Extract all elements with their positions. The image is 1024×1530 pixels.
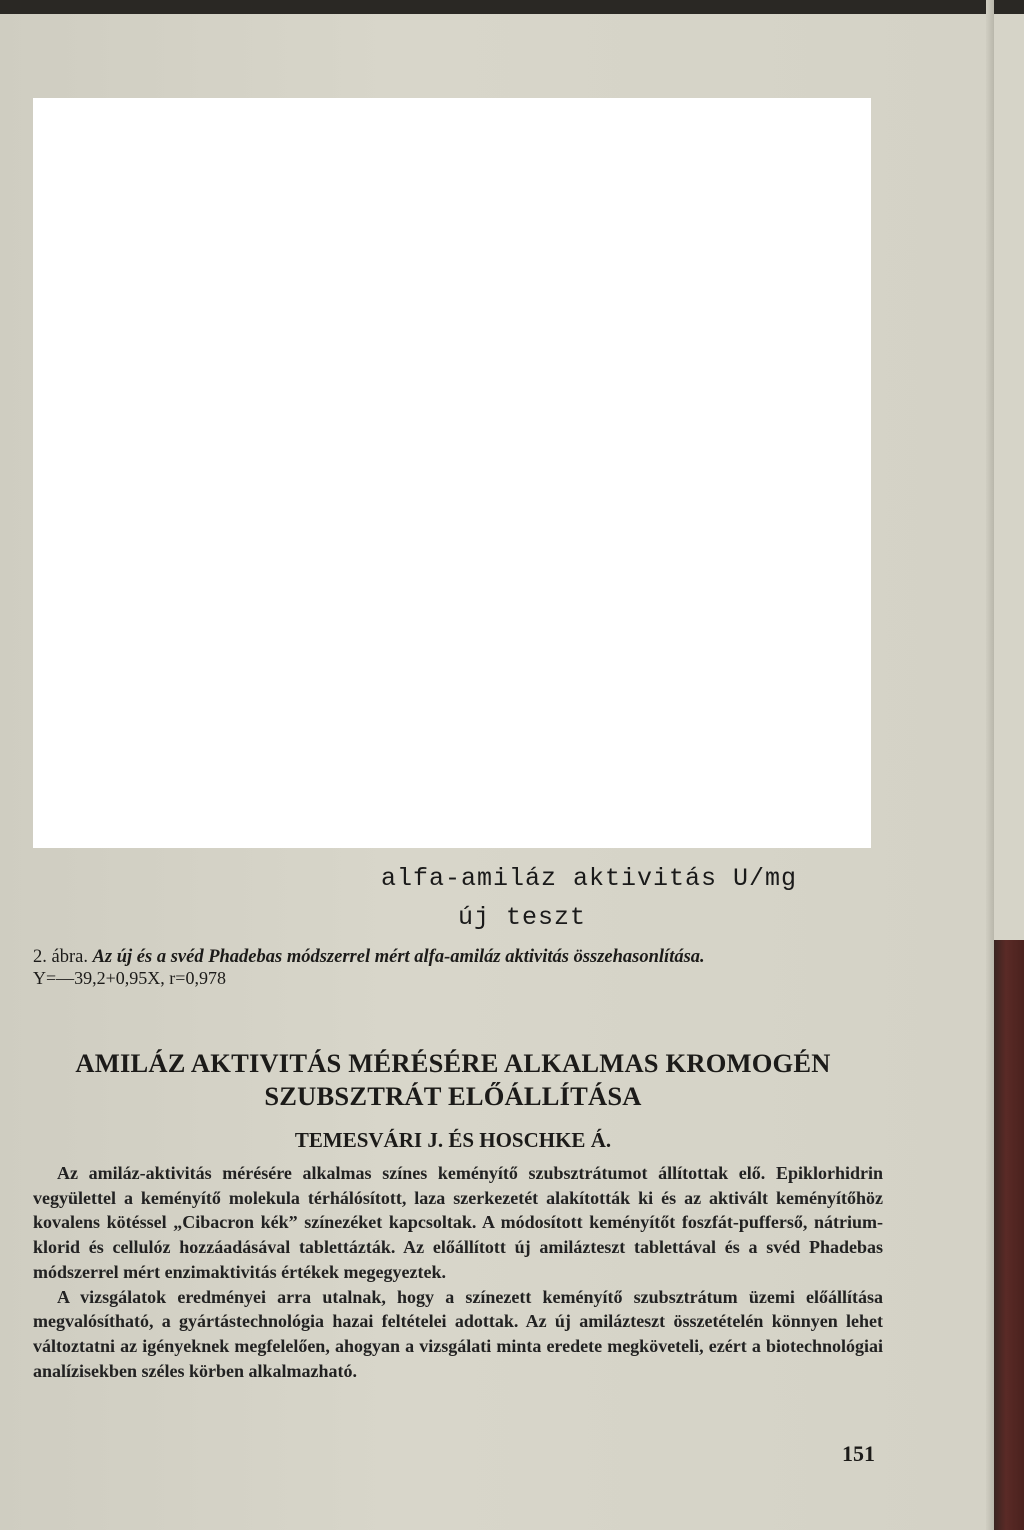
page-edge (986, 0, 994, 1530)
figure-caption (33, 944, 873, 970)
figure-caption-text: Az új és a svéd Phadebas módszerrel mért alfa-amiláz aktivitás összehasonlítása. (92, 947, 705, 967)
regression-equation: Y=—39,2+0,95X, r=0,978 (33, 968, 226, 988)
book-spine (994, 940, 1024, 1530)
abstract-paragraph-2: A vizsgálatok eredményei arra utalnak, hogy a színezett keményítő szubsztrátum üzemi előállítása megvalósítható, a gyártástechnológia hazai feltételei adottak. Az új amilázteszt összetételén könnyen lehet változtatni az igényeknek megfelelően, ahogyan a vizsgálati minta eredete megköveteli, ezért a biotechnológiai analízisekben széles körben alkalmazható. (33, 1286, 883, 1381)
figure-redacted-area (33, 98, 871, 848)
figure-x-axis-sublabel: új teszt (458, 903, 587, 932)
abstract-paragraph-1: Az amiláz-aktivitás mérésére alkalmas színes keményítő szubsztrátumot állítottak elő. Epiklorhidrin vegyülettel a keményítő molekula térhálósított, laza szerkezetét alakították ki és az aktivált keményítőhöz kovalens kötéssel „Cibacron kék” színezéket kapcsoltak. A módosított keményítőt foszfát-pufferső, nátrium-klorid és cellulóz hozzáadásával tablettázták. Az előállított új amilázteszt tablettával és a svéd Phadebas módszerrel mért enzimaktivitás értékek megegyeztek. (33, 1163, 883, 1282)
scan-top-border (0, 0, 1024, 14)
article-title-line-2: SZUBSZTRÁT ELŐÁLLÍTÁSA (264, 1081, 642, 1111)
article-title (33, 1047, 873, 1113)
figure-x-axis-label: alfa-amiláz aktivitás U/mg (381, 864, 798, 893)
page-number: 151 (842, 1441, 875, 1466)
article-authors: TEMESVÁRI J. ÉS HOSCHKE Á. (294, 1128, 612, 1152)
article-title-line-1: AMILÁZ AKTIVITÁS MÉRÉSÉRE ALKALMAS KROMOGÉN (75, 1048, 831, 1078)
figure-number: 2. ábra. (33, 947, 88, 967)
article-abstract (33, 1161, 883, 1383)
